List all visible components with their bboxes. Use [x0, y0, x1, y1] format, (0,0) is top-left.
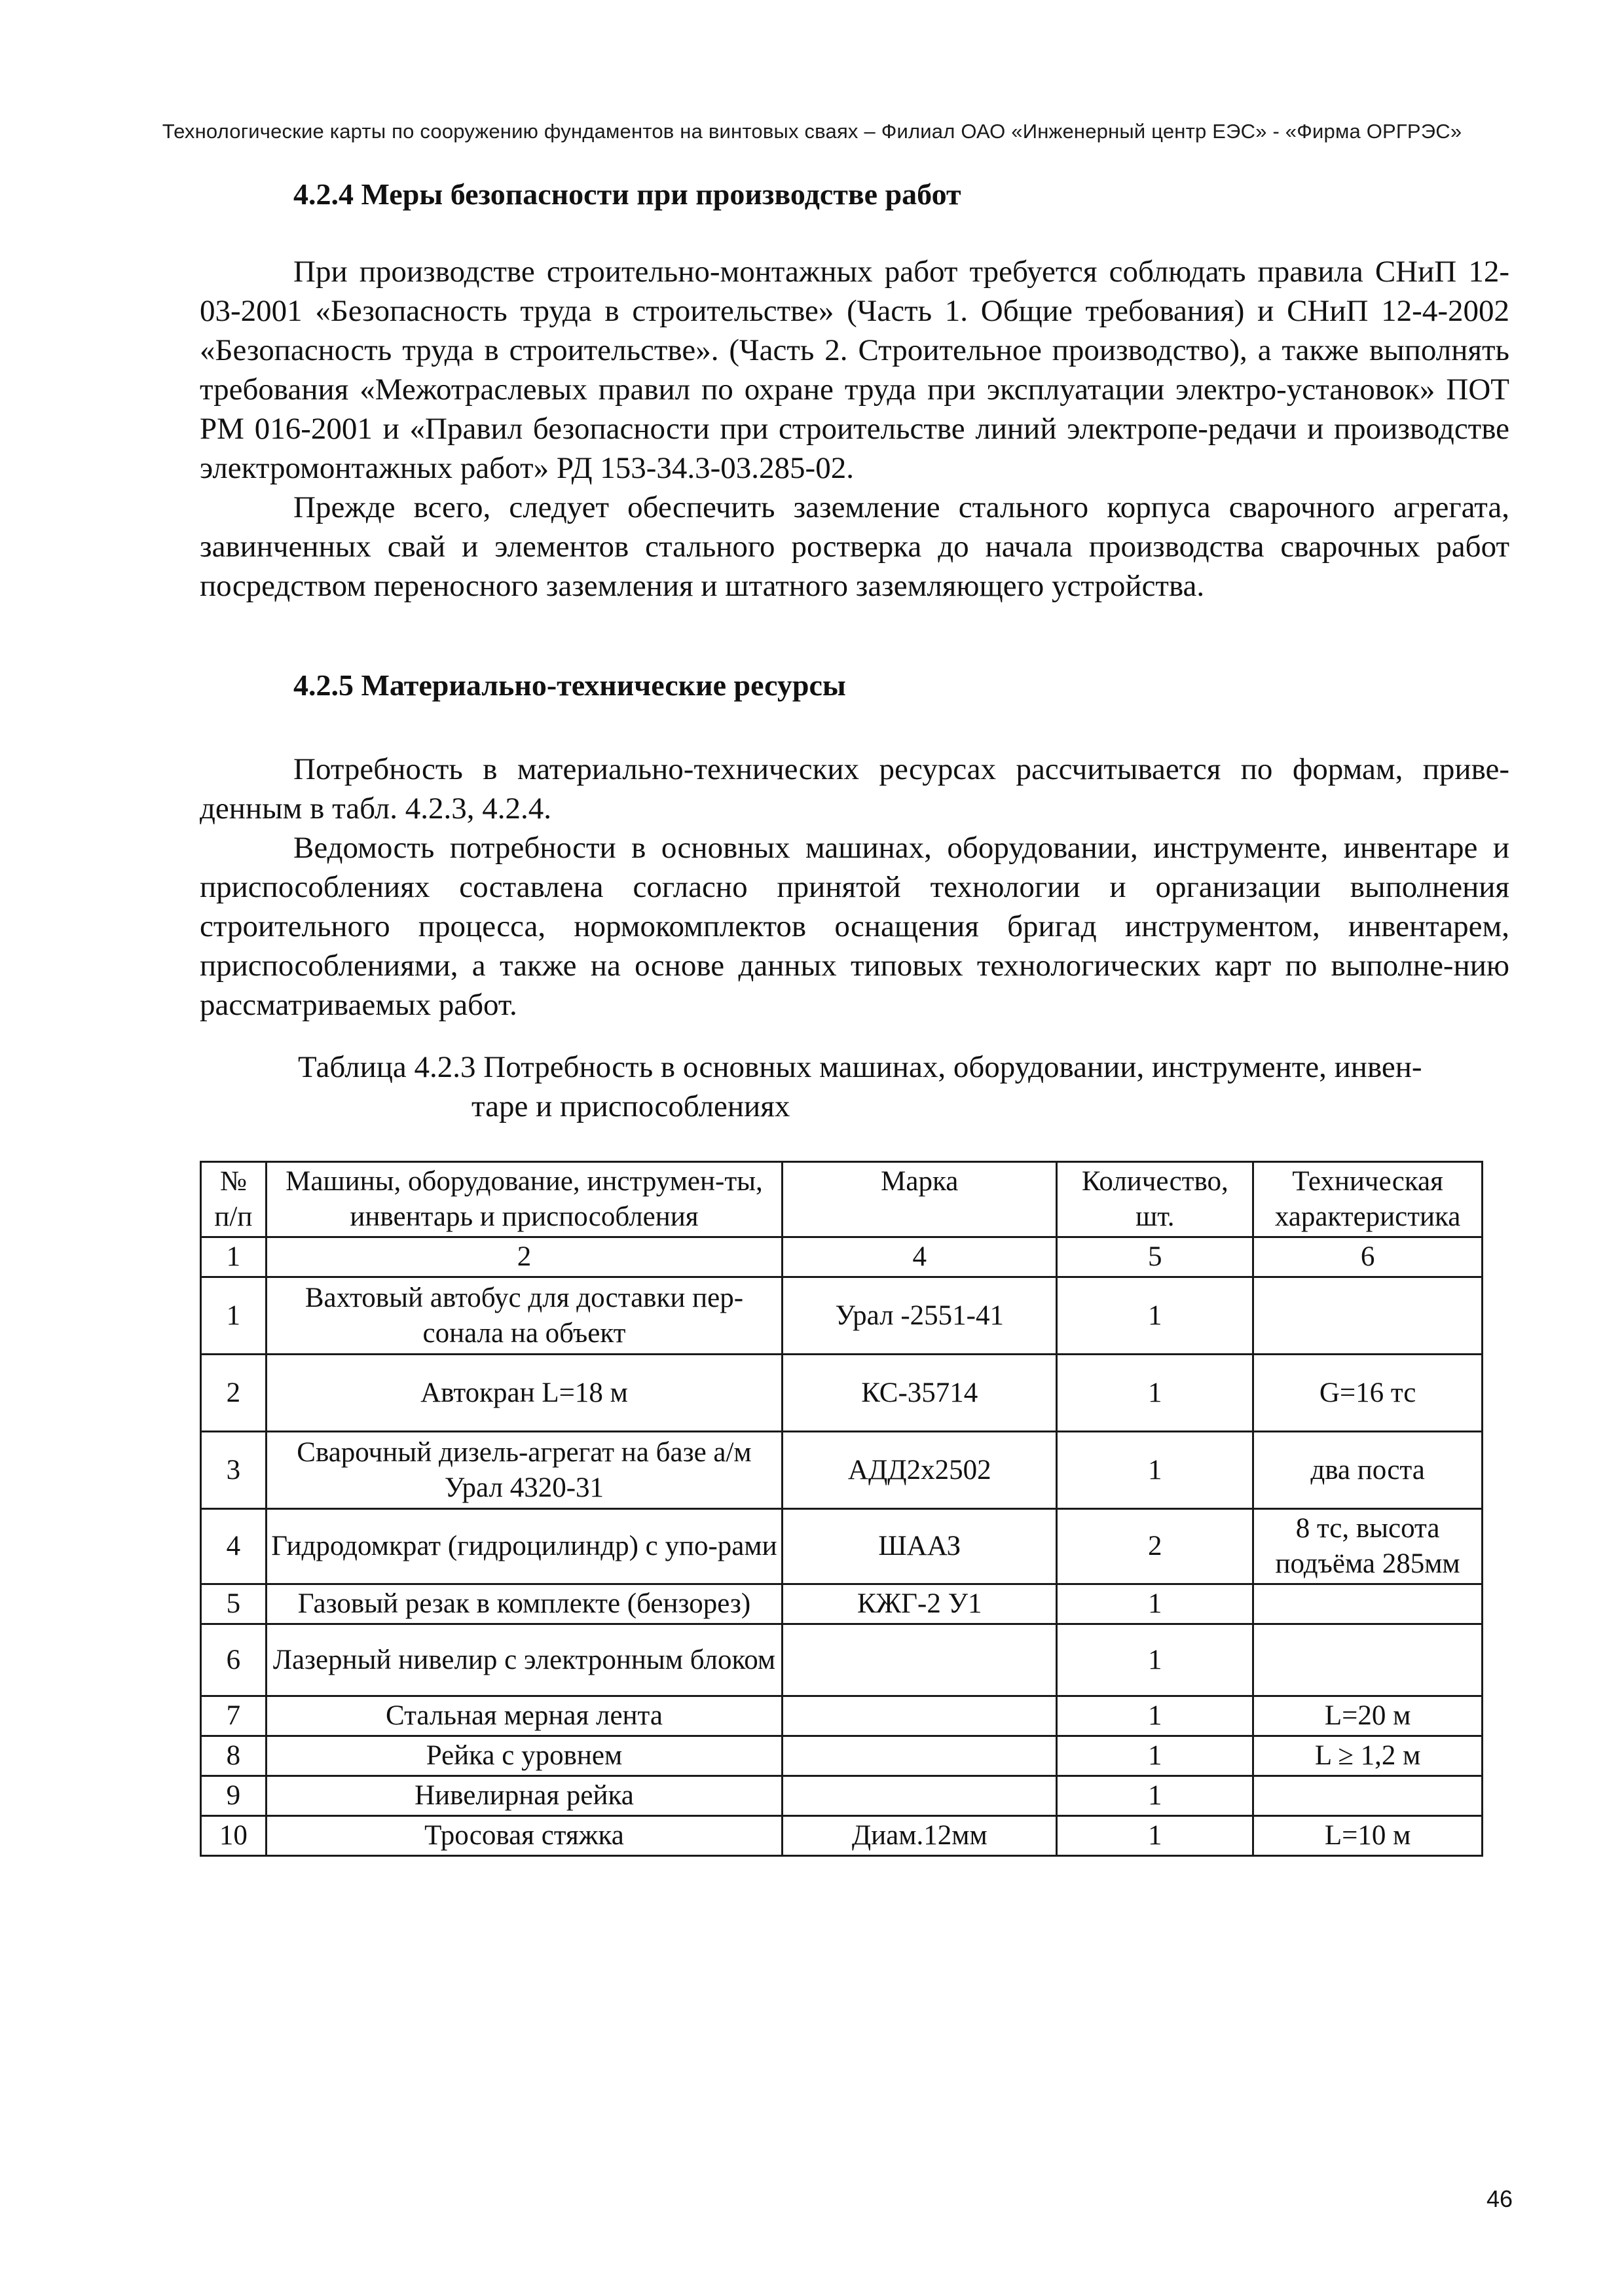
cell-name: Сварочный дизель-агрегат на базе а/м Урал 4320-31: [266, 1432, 782, 1509]
section-title-resources: 4.2.5 Материально-технические ресурсы: [293, 668, 846, 702]
paragraph-text: Прежде всего, следует обеспечить заземление стального корпуса сварочного агрегата, завинченных свай и элементов стального ростверка до начала производства сварочных работ посредством переносного заземления и штатного заземляющего устройства.: [200, 490, 1509, 603]
cell-spec: два поста: [1253, 1432, 1483, 1509]
column-number: 2: [266, 1237, 782, 1277]
table-row: [201, 1624, 1483, 1696]
column-number: 6: [1253, 1237, 1483, 1277]
cell-num: 10: [201, 1816, 267, 1856]
cell-name: Стальная мерная лента: [266, 1696, 782, 1736]
cell-brand: [783, 1624, 1057, 1696]
column-number: 4: [783, 1237, 1057, 1277]
page-number: 46: [1486, 2185, 1513, 2212]
header-brand: Марка: [783, 1162, 1057, 1237]
header-name: Машины, оборудование, инструмен-ты, инвентарь и приспособления: [266, 1162, 782, 1237]
header-qty: Количество, шт.: [1057, 1162, 1253, 1237]
cell-num: 9: [201, 1776, 267, 1816]
header-spec: Техническая характеристика: [1253, 1162, 1483, 1237]
table-row: [201, 1736, 1483, 1776]
header-num: № п/п: [201, 1162, 267, 1237]
cell-name: Лазерный нивелир с электронным блоком: [266, 1624, 782, 1696]
cell-name: Нивелирная рейка: [266, 1776, 782, 1816]
table-row: [201, 1277, 1483, 1355]
cell-spec: L ≥ 1,2 м: [1253, 1736, 1483, 1776]
cell-spec: [1253, 1624, 1483, 1696]
cell-spec: L=20 м: [1253, 1696, 1483, 1736]
cell-name: Рейка с уровнем: [266, 1736, 782, 1776]
running-header: Технологические карты по сооружению фундаментов на винтовых сваях – Филиал ОАО «Инженерный центр ЕЭС» - «Фирма ОРГРЭС»: [162, 120, 1462, 143]
cell-spec: [1253, 1277, 1483, 1355]
cell-name: Гидродомкрат (гидроцилиндр) с упо-рами: [266, 1509, 782, 1584]
table-row: [201, 1355, 1483, 1432]
cell-num: 4: [201, 1509, 267, 1584]
paragraph-equipment-list: [200, 828, 1509, 1025]
cell-brand: Урал -2551-41: [783, 1277, 1057, 1355]
cell-brand: [783, 1776, 1057, 1816]
column-number-row: [201, 1237, 1483, 1277]
cell-brand: ШААЗ: [783, 1509, 1057, 1584]
paragraph-resource-needs: [200, 750, 1509, 828]
cell-num: 2: [201, 1355, 267, 1432]
table-row: [201, 1432, 1483, 1509]
cell-brand: [783, 1696, 1057, 1736]
cell-brand: КЖГ-2 У1: [783, 1584, 1057, 1624]
table-row: [201, 1816, 1483, 1856]
cell-qty: 1: [1057, 1736, 1253, 1776]
cell-qty: 1: [1057, 1432, 1253, 1509]
table-caption-line-2: таре и приспособлениях: [471, 1089, 790, 1123]
cell-brand: Диам.12мм: [783, 1816, 1057, 1856]
table-header-row: [201, 1162, 1483, 1237]
paragraph-text: При производстве строительно-монтажных работ требуется соблюдать правила СНиП 12-03-2001 «Безопасность труда в строительстве» (Часть 1. Общие требования) и СНиП 12-4-2002 «Безопасность труда в строительстве». (Часть 2. Строительное производство), а также выполнять требования «Межотраслевых правил по охране труда при эксплуатации электро-установок» ПОТ РМ 016-2001 и «Правил безопасности при строительстве линий электропе-редачи и производстве электромонтажных работ» РД 153-34.3-03.285-02.: [200, 255, 1509, 485]
cell-spec: [1253, 1584, 1483, 1624]
cell-qty: 1: [1057, 1624, 1253, 1696]
cell-num: 8: [201, 1736, 267, 1776]
cell-num: 5: [201, 1584, 267, 1624]
table-caption-line-1: Таблица 4.2.3 Потребность в основных машинах, оборудовании, инструменте, инвен-: [298, 1050, 1422, 1084]
paragraph-safety-rules: [200, 252, 1509, 488]
table-row: [201, 1696, 1483, 1736]
cell-qty: 1: [1057, 1584, 1253, 1624]
cell-brand: АДД2х2502: [783, 1432, 1057, 1509]
cell-qty: 2: [1057, 1509, 1253, 1584]
cell-brand: [783, 1736, 1057, 1776]
table-row: [201, 1584, 1483, 1624]
cell-qty: 1: [1057, 1355, 1253, 1432]
cell-qty: 1: [1057, 1277, 1253, 1355]
paragraph-text: Потребность в материально-технических ресурсах рассчитывается по формам, приве-денным в табл. 4.2.3, 4.2.4.: [200, 752, 1509, 826]
paragraph-grounding: [200, 488, 1509, 606]
cell-name: Тросовая стяжка: [266, 1816, 782, 1856]
cell-spec: [1253, 1776, 1483, 1816]
cell-spec: G=16 тс: [1253, 1355, 1483, 1432]
table-row: [201, 1776, 1483, 1816]
column-number: 1: [201, 1237, 267, 1277]
cell-qty: 1: [1057, 1776, 1253, 1816]
cell-name: Газовый резак в комплекте (бензорез): [266, 1584, 782, 1624]
resources-table: [200, 1161, 1483, 1857]
cell-qty: 1: [1057, 1816, 1253, 1856]
cell-num: 6: [201, 1624, 267, 1696]
cell-spec: L=10 м: [1253, 1816, 1483, 1856]
cell-qty: 1: [1057, 1696, 1253, 1736]
column-number: 5: [1057, 1237, 1253, 1277]
table-row: [201, 1509, 1483, 1584]
cell-spec: 8 тс, высота подъёма 285мм: [1253, 1509, 1483, 1584]
cell-name: Вахтовый автобус для доставки пер-сонала на объект: [266, 1277, 782, 1355]
cell-name: Автокран L=18 м: [266, 1355, 782, 1432]
paragraph-text: Ведомость потребности в основных машинах, оборудовании, инструменте, инвентаре и приспособлениях составлена согласно принятой технологии и организации выполнения строительного процесса, нормокомплектов оснащения бригад инструментом, инвентарем, приспособлениями, а также на основе данных типовых технологических карт по выполне-нию рассматриваемых работ.: [200, 831, 1509, 1022]
table-caption: [298, 1048, 1509, 1126]
cell-num: 3: [201, 1432, 267, 1509]
section-title-safety: 4.2.4 Меры безопасности при производстве работ: [293, 177, 961, 211]
cell-num: 7: [201, 1696, 267, 1736]
cell-num: 1: [201, 1277, 267, 1355]
cell-brand: КС-35714: [783, 1355, 1057, 1432]
